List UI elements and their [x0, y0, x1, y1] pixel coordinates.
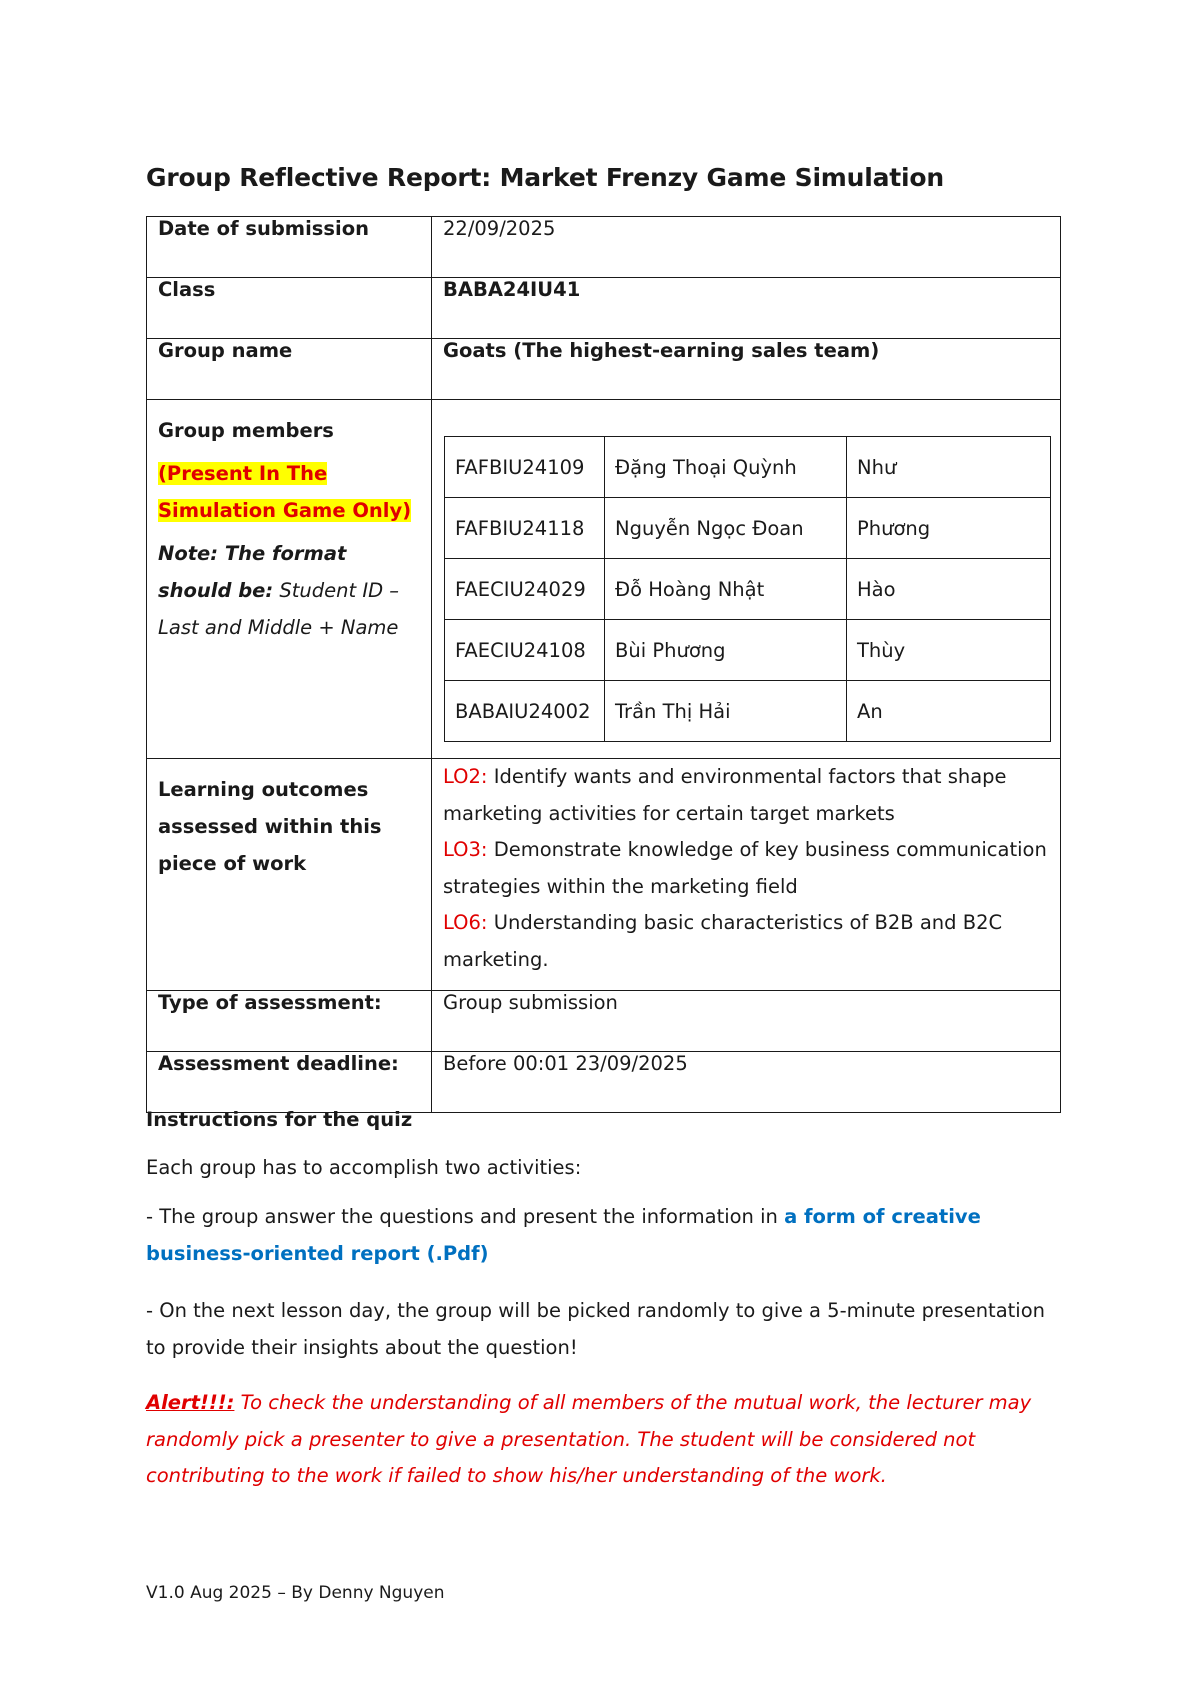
group-members-label: Group members [158, 419, 334, 442]
member-id: FAECIU24108 [445, 620, 605, 681]
member-name: Như [847, 437, 1051, 498]
instructions-heading: Instructions for the quiz [146, 1108, 413, 1131]
format-note-label: Note: The format should be: [158, 542, 347, 602]
date-value: 22/09/2025 [432, 217, 1061, 278]
page-footer: V1.0 Aug 2025 – By Denny Nguyen [146, 1583, 445, 1603]
member-last-middle: Trần Thị Hải [605, 681, 847, 742]
deadline-value: Before 00:01 23/09/2025 [432, 1052, 1061, 1113]
report-format-emphasis: a form of creative business-oriented report (.Pdf) [146, 1205, 981, 1265]
members-highlight: (Present In The Simulation Game Only) [158, 462, 412, 522]
format-note [158, 535, 420, 646]
learning-outcome-item [443, 832, 1049, 905]
alert-text: To check the understanding of all members of the mutual work, the lecturer may randomly pick a presenter to give a presentation. The student will be considered not contributing to the work if failed to show his/her understanding of the work. [146, 1391, 1032, 1487]
page-title: Group Reflective Report: Market Frenzy Game Simulation [146, 163, 944, 192]
member-last-middle: Nguyễn Ngọc Đoan [605, 498, 847, 559]
lo-code: LO6: [443, 911, 488, 934]
submission-info-table [146, 216, 1061, 1113]
lo-code: LO3: [443, 838, 488, 861]
member-row [445, 559, 1051, 620]
table-row [147, 759, 1061, 991]
lo-text: Demonstrate knowledge of key business communication strategies within the marketing field [443, 838, 1047, 898]
members-table [444, 436, 1051, 742]
member-name: Hào [847, 559, 1051, 620]
member-row [445, 437, 1051, 498]
format-note-text: Student ID – Last and Middle + Name [158, 579, 400, 639]
alert-label: Alert!!!: [146, 1391, 235, 1414]
member-row [445, 620, 1051, 681]
instruction-item-report [146, 1199, 1066, 1272]
learning-outcome-item [443, 905, 1049, 978]
lo-code: LO2: [443, 765, 488, 788]
member-id: FAFBIU24109 [445, 437, 605, 498]
member-id: FAECIU24029 [445, 559, 605, 620]
member-name: An [847, 681, 1051, 742]
table-row [147, 339, 1061, 400]
deadline-label: Assessment deadline: [147, 1052, 432, 1113]
assessment-type-label: Type of assessment: [147, 991, 432, 1052]
member-name: Phương [847, 498, 1051, 559]
members-cell [432, 400, 1061, 759]
group-name-label: Group name [147, 339, 432, 400]
alert-note [146, 1385, 1066, 1495]
instructions-intro: Each group has to accomplish two activities: [146, 1156, 582, 1179]
class-label: Class [147, 278, 432, 339]
member-last-middle: Bùi Phương [605, 620, 847, 681]
member-id: FAFBIU24118 [445, 498, 605, 559]
member-last-middle: Đặng Thoại Quỳnh [605, 437, 847, 498]
member-row [445, 681, 1051, 742]
member-last-middle: Đỗ Hoàng Nhật [605, 559, 847, 620]
lo-text: Understanding basic characteristics of B2B and B2C marketing. [443, 911, 1003, 971]
learning-outcomes-label: Learning outcomes assessed within this piece of work [147, 759, 432, 991]
member-id: BABAIU24002 [445, 681, 605, 742]
member-row [445, 498, 1051, 559]
learning-outcome-item [443, 759, 1049, 832]
date-label: Date of submission [147, 217, 432, 278]
table-row [147, 217, 1061, 278]
learning-outcomes-cell [432, 759, 1061, 991]
member-name: Thùy [847, 620, 1051, 681]
group-name-value: Goats (The highest-earning sales team) [432, 339, 1061, 400]
table-row [147, 278, 1061, 339]
instruction-item-text: - The group answer the questions and present the information in [146, 1205, 785, 1228]
instruction-item-presentation: - On the next lesson day, the group will be picked randomly to give a 5-minute presentation to provide their insights about the question! [146, 1299, 1045, 1359]
lo-text: Identify wants and environmental factors that shape marketing activities for certain target markets [443, 765, 1007, 825]
table-row [147, 991, 1061, 1052]
class-value: BABA24IU41 [432, 278, 1061, 339]
assessment-type-value: Group submission [432, 991, 1061, 1052]
table-row [147, 400, 1061, 759]
members-highlight-block [158, 455, 420, 529]
group-members-cell [147, 400, 432, 759]
